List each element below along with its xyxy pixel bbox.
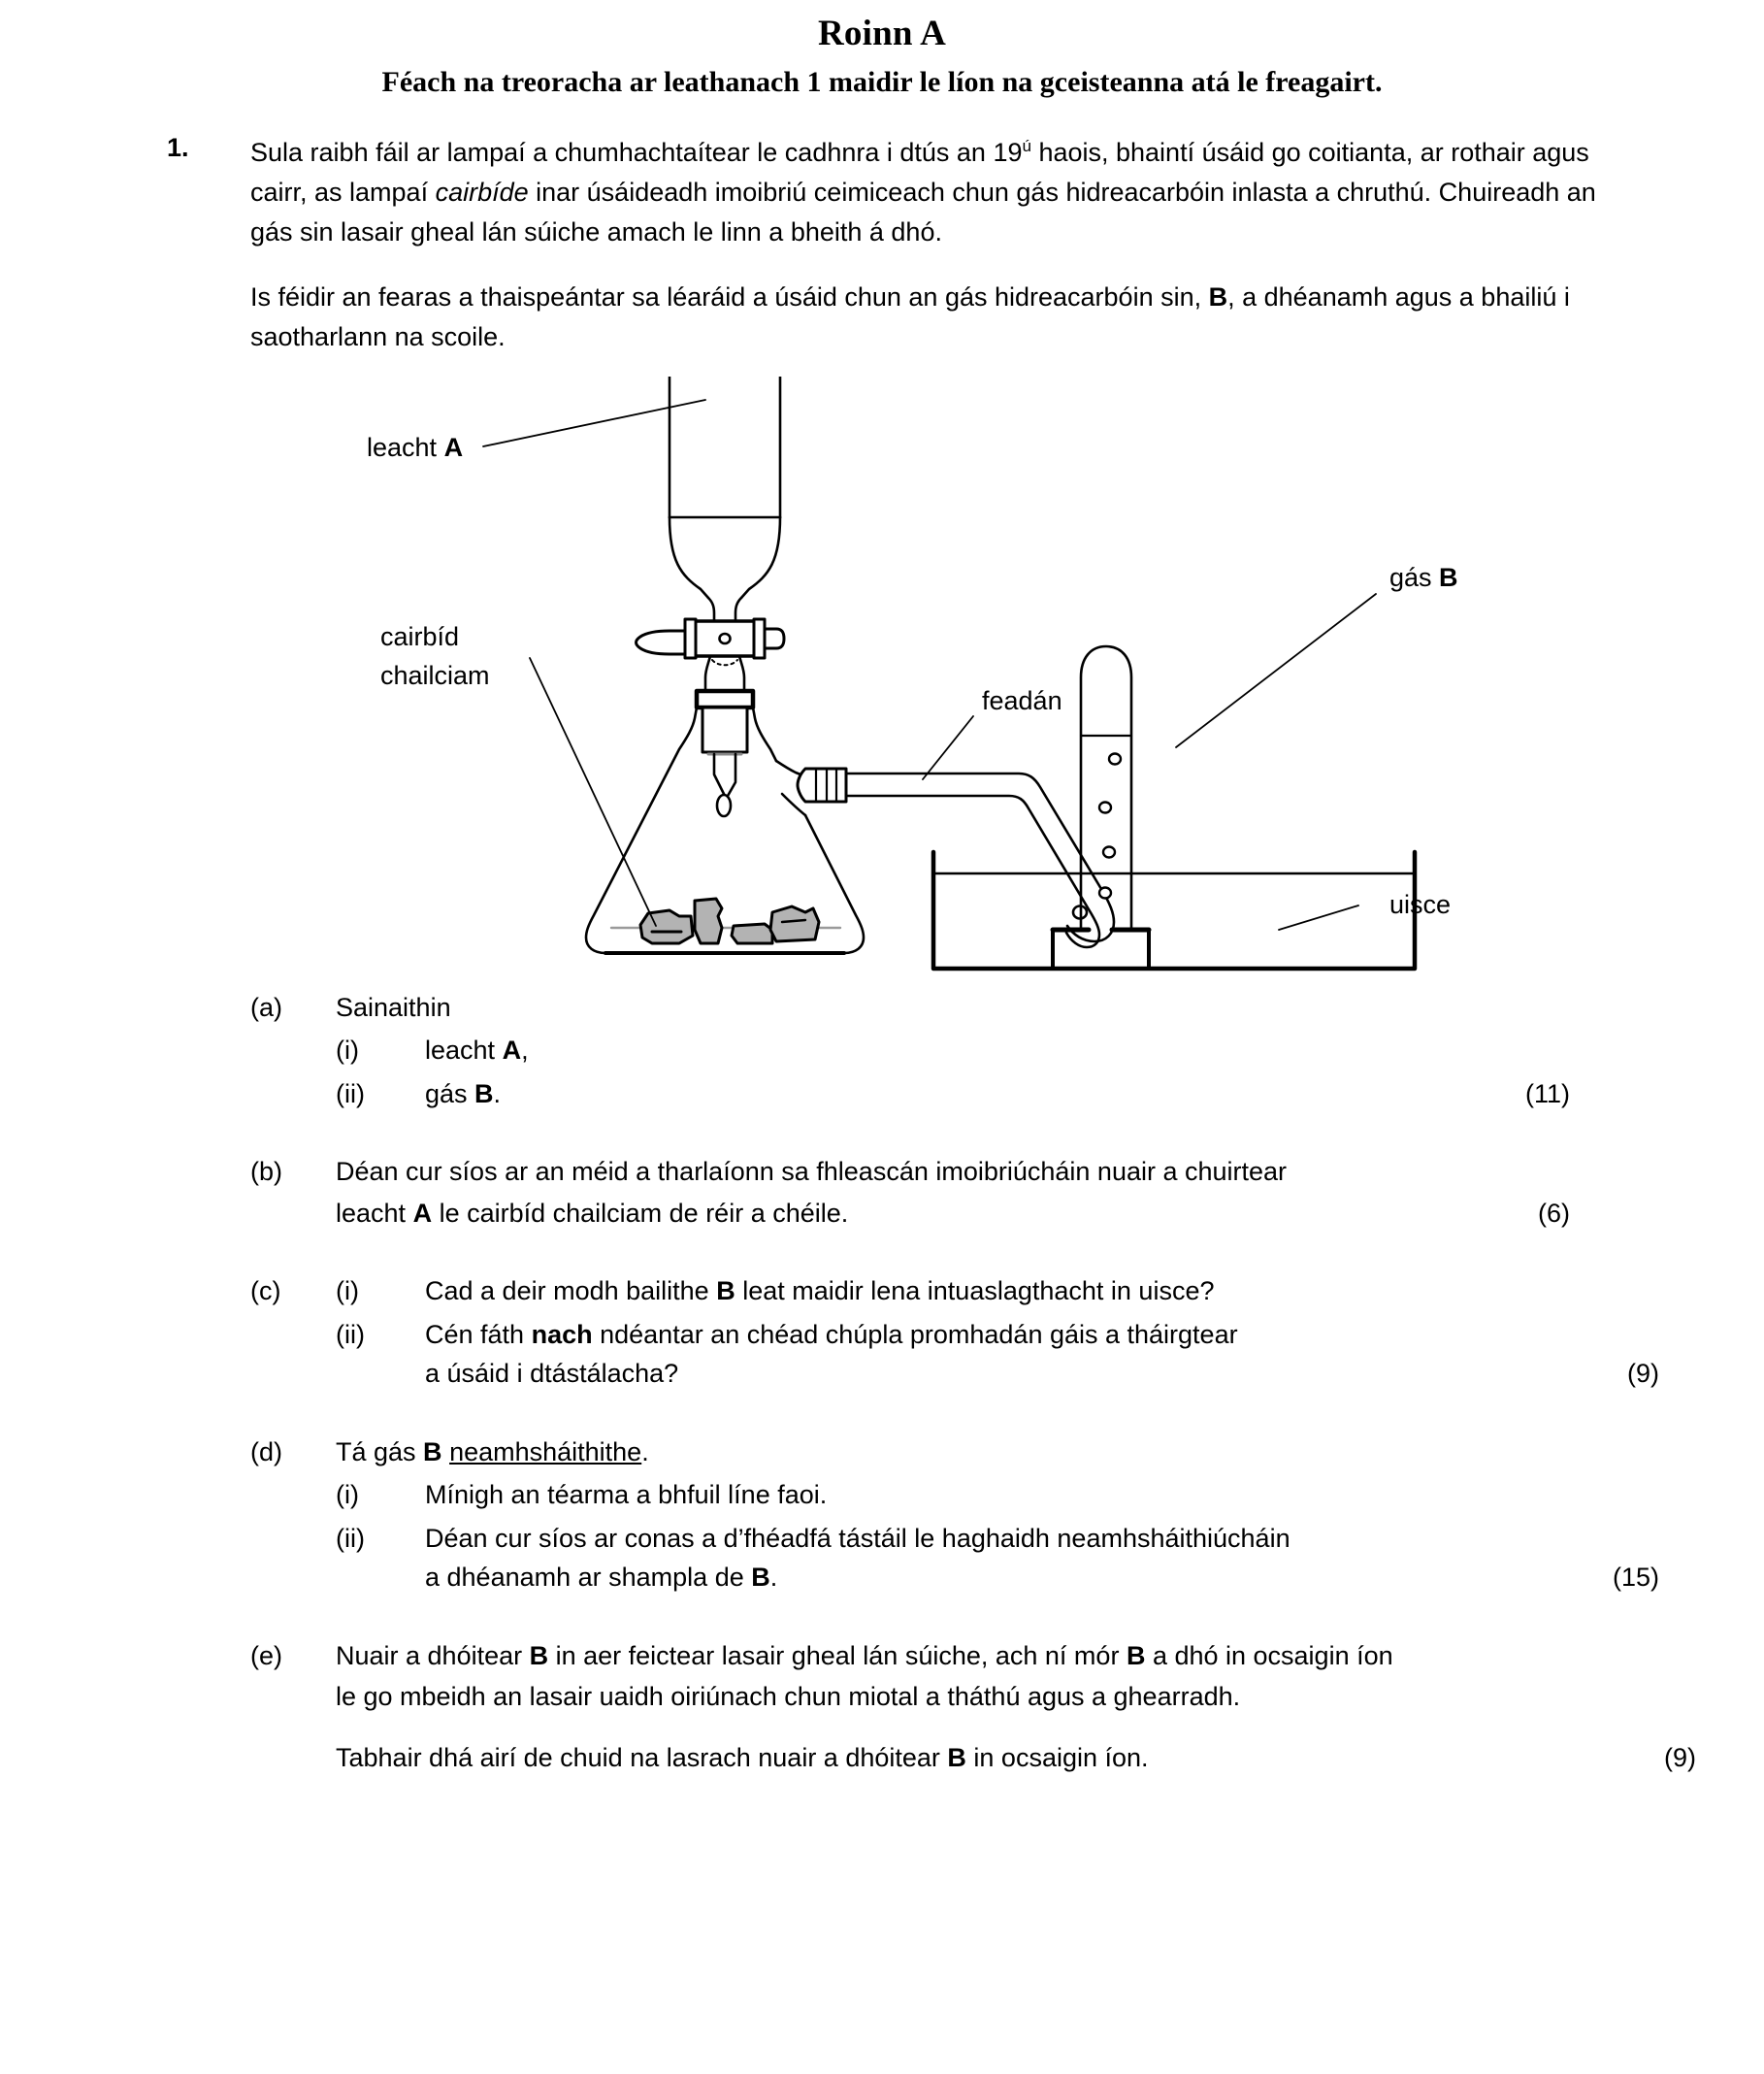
part-d-stem-pre: Tá gás (336, 1436, 424, 1466)
part-c-item-ii (336, 1315, 1659, 1394)
part-d-body (336, 1432, 1659, 1597)
part-d (0, 1432, 1764, 1597)
spacer-a-b (0, 1138, 1764, 1152)
part-a-i-post: , (521, 1036, 529, 1066)
part-d-items (336, 1475, 1659, 1597)
part-c-i-post: leat maidir lena intuaslagthacht in uisce? (735, 1276, 1215, 1306)
part-d-item-ii-label: (ii) (336, 1523, 365, 1553)
part-a-ii-bold: B (474, 1078, 494, 1108)
part-d-item-i (336, 1475, 1570, 1515)
intro-p1-a: Sula raibh fáil ar lampaí a chumhachtaítear le cadhnra i dtús an 19 (250, 137, 1023, 167)
bubble-2 (1099, 802, 1111, 812)
part-d-label: (d) (250, 1436, 282, 1466)
part-d-item-ii (336, 1519, 1659, 1597)
exam-page (0, 14, 1764, 2074)
flask-bung (697, 691, 753, 754)
part-a-ii-post: . (493, 1078, 502, 1108)
intro-p1-c: inar úsáideadh imoibriú ceimiceach chun gás hidreacarbóin inlasta a chruthú. Chuireadh an gás sin lasair gheal lán súiche amach le linn a bheith á dhó. (250, 177, 1596, 247)
part-c-ii-pre: Cén fáth (425, 1319, 532, 1349)
part-c-label: (c) (250, 1276, 281, 1306)
question-parts (0, 988, 1764, 1778)
part-e-l3-post: in ocsaigin íon. (965, 1742, 1149, 1772)
part-b-bold: A (412, 1198, 433, 1228)
part-a-i-bold: A (502, 1036, 522, 1066)
part-d-item-ii-text (425, 1519, 1659, 1597)
part-a-item-ii-text (425, 1074, 1570, 1114)
part-c-item-i-text (425, 1271, 1570, 1311)
part-a-stem: Sainaithin (336, 992, 451, 1022)
funnel-stem (714, 754, 735, 816)
part-b-line1: Déan cur síos ar an méid a tharlaíonn sa fhleascán imoibriúcháin nuair a chuirtear (336, 1157, 1288, 1187)
part-c-item-ii-text (425, 1315, 1659, 1394)
part-a-item-i (336, 1031, 1570, 1070)
part-c-item-i-label: (i) (336, 1276, 359, 1306)
part-e-mid: in aer feictear lasair gheal lán súiche, ach ní mór (548, 1640, 1127, 1670)
part-e-marks: (9) (1664, 1742, 1696, 1772)
part-c-ii-line1 (425, 1315, 1570, 1355)
intro-paragraph-1 (250, 133, 1609, 252)
leader-gas-b (1176, 594, 1376, 747)
part-e-pre: Nuair a dhóitear (336, 1640, 530, 1670)
leader-water (1279, 905, 1358, 930)
part-c-i-bold: B (716, 1276, 735, 1306)
part-b-post: le cairbíd chailciam de réir a chéile. (432, 1198, 849, 1228)
part-d-ii-post: . (769, 1563, 778, 1593)
delivery-tube (846, 774, 1114, 947)
part-e (0, 1636, 1764, 1778)
part-d-item-i-label: (i) (336, 1480, 359, 1510)
leader-carbide (530, 658, 656, 926)
part-e-line3 (336, 1738, 1696, 1778)
page-title: Roinn A (818, 14, 946, 53)
part-d-stem-bold: B (423, 1436, 442, 1466)
intro-p2-a: Is féidir an fearas a thaispeántar sa léaráid a úsáid chun an gás hidreacarbóin sin, (250, 281, 1209, 312)
intro-paragraph-2 (250, 278, 1609, 357)
apparatus-diagram (0, 377, 1764, 978)
part-d-marks: (15) (1612, 1563, 1659, 1593)
spacer-d-e (0, 1623, 1764, 1636)
part-c-item-ii-label: (ii) (336, 1319, 365, 1349)
part-d-stem-post: . (641, 1436, 649, 1466)
part-e-post: a dhó in ocsaigin íon (1145, 1640, 1393, 1670)
intro-p1-b: haois, bhaintí úsáid go coitianta, ar rothair agus cairr, as lampaí (250, 137, 1589, 207)
intro-p1-italic: cairbíde (435, 177, 529, 207)
part-a-marks: (11) (1524, 1078, 1570, 1108)
bubble-3 (1103, 846, 1115, 857)
part-d-item-i-text: Mínigh an téarma a bhfuil líne faoi. (425, 1480, 828, 1510)
spacer-c-d (0, 1419, 1764, 1432)
part-a-ii-pre: gás (425, 1078, 475, 1108)
part-d-ii-bold: B (751, 1563, 770, 1593)
part-c-ii-line2 (425, 1354, 1659, 1394)
part-e-body (336, 1636, 1696, 1778)
part-a-item-ii (336, 1074, 1570, 1114)
part-b-body (336, 1152, 1570, 1233)
bubble-4 (1099, 887, 1111, 898)
part-c-ii-bold: nach (531, 1319, 593, 1349)
page-instruction: Féach na treoracha ar leathanach 1 maidir le líon na gceisteanna atá le freagairt. (381, 65, 1383, 98)
part-b (0, 1152, 1764, 1233)
collection-test-tube (1081, 646, 1131, 930)
part-b-pre: leacht (336, 1198, 413, 1228)
part-c-item-i (336, 1271, 1570, 1311)
part-a (0, 988, 1764, 1114)
label-tube: feadán (982, 685, 1062, 715)
part-d-stem (336, 1432, 1570, 1472)
part-b-label: (b) (250, 1157, 282, 1187)
part-a-item-ii-label: (ii) (336, 1078, 365, 1108)
part-e-line1 (336, 1636, 1638, 1676)
bubble-1 (1109, 753, 1121, 764)
question-1 (0, 133, 1764, 357)
question-number: 1. (167, 132, 189, 162)
part-c-i-pre: Cad a deir modh bailithe (425, 1276, 717, 1306)
label-gas-b: gás B (1389, 562, 1458, 592)
intro-p2-bold: B (1208, 281, 1228, 312)
part-e-l3-pre: Tabhair dhá airí de chuid na lasrach nuair a dhóitear (336, 1742, 948, 1772)
dropping-funnel (670, 377, 780, 621)
part-b-line2 (336, 1194, 1570, 1234)
part-b-marks: (6) (1538, 1198, 1570, 1228)
intro-p2-b: , a dhéanamh agus a bhailiú i saotharlann na scoile. (250, 281, 1570, 351)
part-a-items (336, 1031, 1570, 1113)
calcium-carbide-lumps (640, 899, 819, 943)
label-water: uisce (1389, 889, 1452, 919)
part-e-l3-bold: B (947, 1742, 966, 1772)
part-a-i-pre: leacht (425, 1036, 503, 1066)
part-a-body (336, 988, 1570, 1114)
part-c-marks: (9) (1627, 1359, 1659, 1389)
leader-liquid-a (483, 400, 705, 446)
stopcock-tap (637, 619, 785, 691)
part-e-label: (e) (250, 1640, 282, 1670)
spacer-b-c (0, 1258, 1764, 1271)
label-carbide-line2: chailciam (380, 660, 490, 690)
part-d-ii-pre: a dhéanamh ar shampla de (425, 1563, 752, 1593)
label-liquid-a: leacht A (367, 432, 464, 462)
part-c (0, 1271, 1764, 1394)
question-intro (250, 133, 1609, 357)
part-a-item-i-text (425, 1031, 1570, 1070)
part-c-body (336, 1271, 1659, 1394)
part-d-ii-line1: Déan cur síos ar conas a d’fhéadfá tástáil le haghaidh neamhsháithiúcháin (425, 1523, 1290, 1553)
part-a-label: (a) (250, 992, 282, 1022)
label-carbide-line1: cairbíd (380, 621, 460, 651)
part-c-ii-line2-text: a úsáid i dtástálacha? (425, 1359, 679, 1389)
part-e-line2: le go mbeidh an lasair uaidh oiriúnach chun miotal a tháthú agus a ghearradh. (336, 1682, 1241, 1712)
ordinal-superscript: ú (1022, 136, 1031, 155)
part-c-ii-post: ndéantar an chéad chúpla promhadán gáis a tháirgtear (592, 1319, 1238, 1349)
leader-tube (923, 716, 973, 779)
part-d-stem-underlined: neamhsháithithe (449, 1436, 642, 1466)
apparatus-svg (0, 377, 1764, 978)
part-e-bold1: B (529, 1640, 549, 1670)
part-e-bold2: B (1126, 1640, 1146, 1670)
part-d-ii-line2 (425, 1558, 1659, 1597)
leader-lines (483, 400, 1376, 930)
flask-side-arm (776, 761, 846, 815)
part-a-item-i-label: (i) (336, 1036, 359, 1066)
